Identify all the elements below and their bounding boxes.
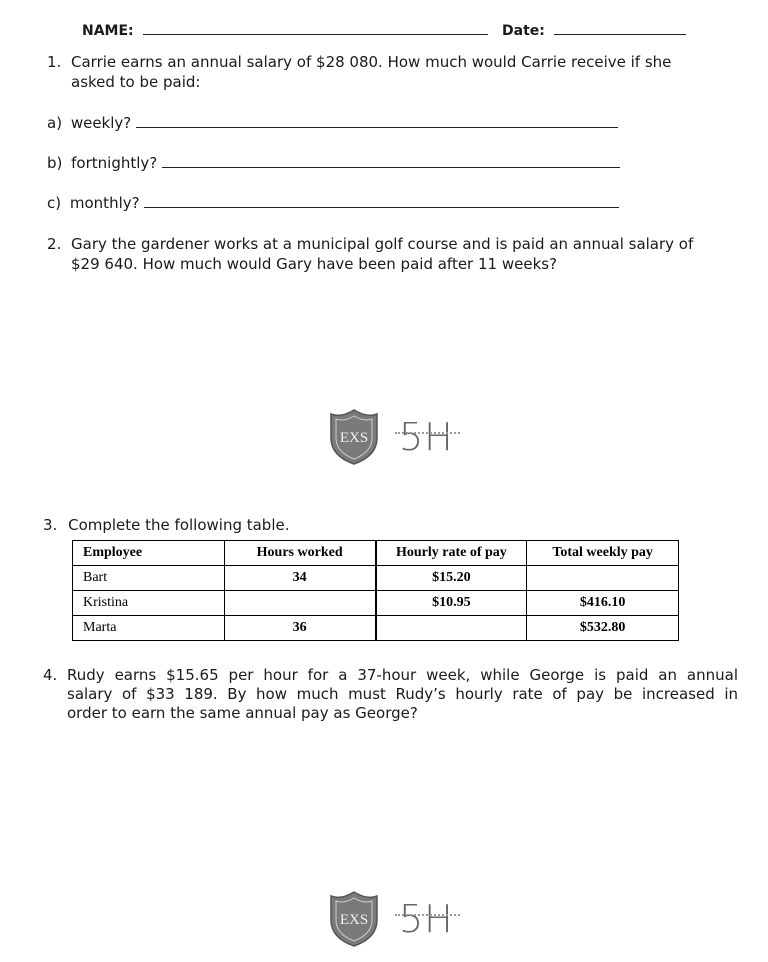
name-input-line[interactable] (143, 34, 488, 35)
q1-part-c (47, 194, 619, 212)
table-row (73, 616, 679, 641)
table-cell: $10.95 (376, 591, 527, 616)
pay-table (72, 540, 679, 641)
question-number: 4. (43, 666, 58, 684)
question-text-line: Carrie earns an annual salary of $28 080. How much would Carrie receive if she (71, 53, 672, 71)
question-number: 2. (47, 235, 62, 253)
answer-line[interactable] (144, 207, 619, 208)
part-text: monthly? (69, 194, 140, 212)
answer-line[interactable] (162, 167, 620, 168)
column-header: Total weekly pay (527, 541, 679, 566)
part-label: a) (47, 114, 63, 132)
date-label: Date: (502, 23, 545, 39)
logo-letters: EXS (339, 430, 369, 446)
logo-letters: EXS (339, 912, 369, 928)
question-text-line: Gary the gardener works at a municipal golf course and is paid an annual salary of (71, 235, 694, 253)
table-cell: Bart (73, 566, 225, 591)
column-header: Hours worked (224, 541, 375, 566)
column-header: Employee (73, 541, 225, 566)
table-row (73, 566, 679, 591)
table-cell-blank[interactable] (527, 566, 679, 591)
table-cell-blank[interactable] (376, 616, 527, 641)
table-cell-blank[interactable] (224, 591, 375, 616)
shield-icon (327, 890, 381, 948)
question-number: 3. (43, 516, 58, 534)
logo-mark: 5H (399, 415, 454, 459)
table-cell: Marta (73, 616, 225, 641)
part-text: weekly? (70, 114, 132, 132)
table-cell: $416.10 (527, 591, 679, 616)
part-label: b) (47, 154, 63, 172)
table-cell: $15.20 (376, 566, 527, 591)
table-cell: $532.80 (527, 616, 679, 641)
table-cell: 34 (224, 566, 375, 591)
question-number: 1. (47, 53, 62, 71)
name-label: NAME: (82, 23, 134, 39)
table-cell: Kristina (73, 591, 225, 616)
question-3 (43, 515, 290, 535)
part-label: c) (47, 194, 62, 212)
question-text: Complete the following table. (68, 516, 290, 534)
question-text-line: asked to be paid: (71, 73, 201, 91)
table-header-row (73, 541, 679, 566)
date-field-row (502, 23, 686, 39)
q1-part-b (47, 154, 620, 172)
part-text: fortnightly? (71, 154, 158, 172)
table-cell: 36 (224, 616, 375, 641)
question-text-line: salary of $33 189. By how much must Rudy’s hourly rate of pay be increased in (67, 685, 738, 703)
q1-part-a (47, 114, 618, 132)
date-input-line[interactable] (554, 34, 686, 35)
table-row (73, 591, 679, 616)
question-text-line: Rudy earns $15.65 per hour for a 37-hour week, while George is paid an annual (67, 666, 738, 684)
school-logo (327, 408, 454, 466)
school-logo (327, 890, 454, 948)
question-text-line: order to earn the same annual pay as George? (67, 704, 418, 722)
answer-line[interactable] (136, 127, 618, 128)
name-field-row (82, 23, 488, 39)
logo-mark: 5H (399, 897, 454, 941)
column-header: Hourly rate of pay (376, 541, 527, 566)
shield-icon (327, 408, 381, 466)
question-text-line: $29 640. How much would Gary have been paid after 11 weeks? (71, 255, 558, 273)
